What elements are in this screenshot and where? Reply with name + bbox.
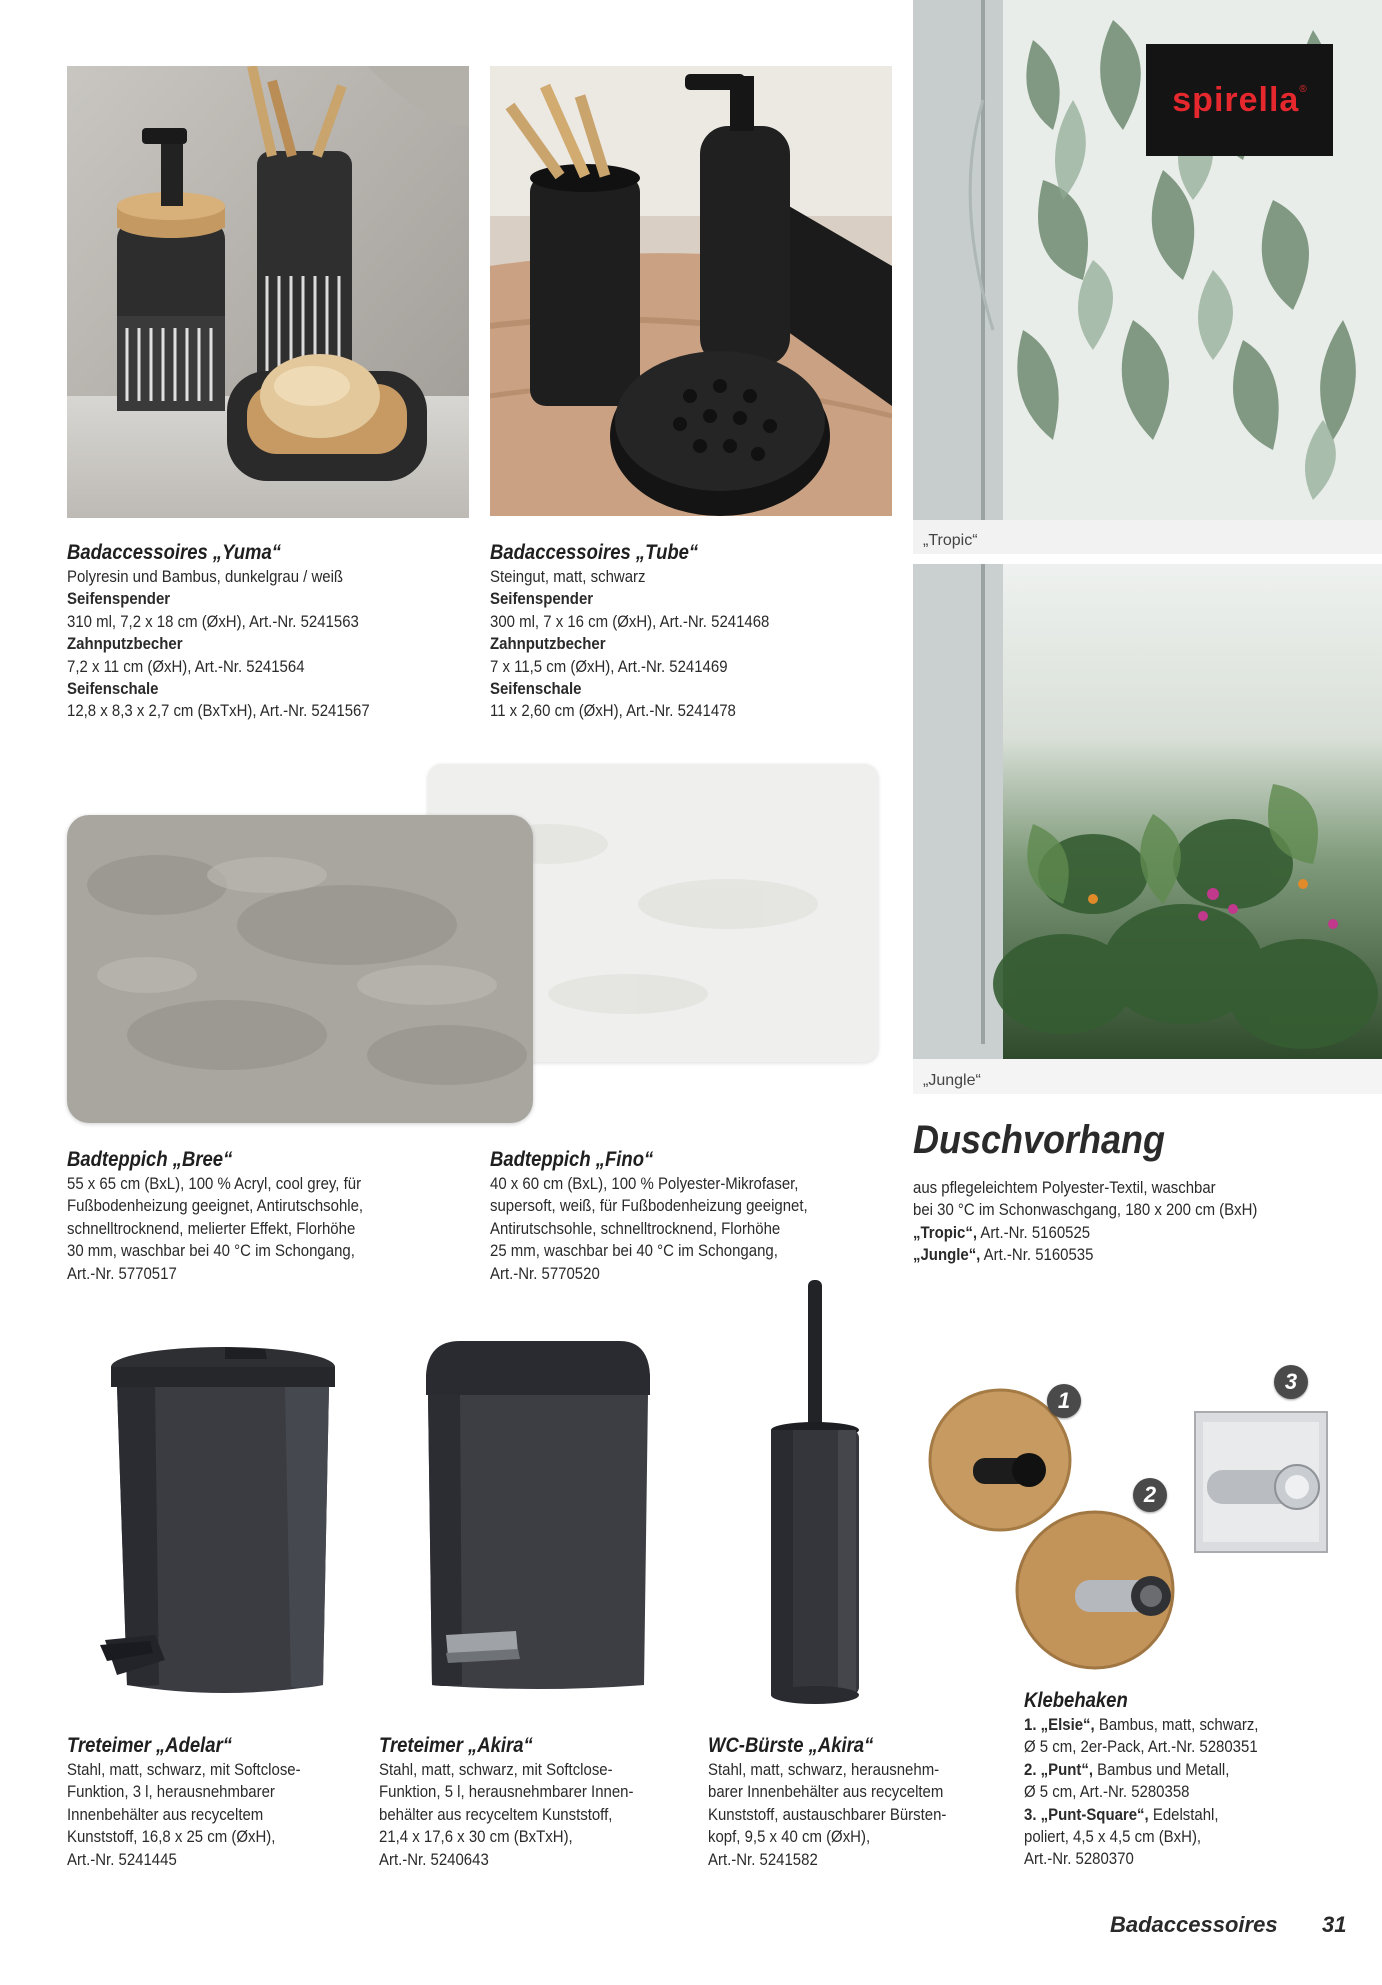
product-line: barer Innenbehälter aus recyceltem: [708, 1782, 944, 1802]
product-akira-brush: [708, 1733, 946, 1871]
product-line: schnelltrocknend, melierter Effekt, Florhöhe: [67, 1218, 356, 1238]
bree-texture: [67, 815, 533, 1123]
product-line: 21,4 x 17,6 x 30 cm (BxTxH),: [379, 1827, 573, 1847]
yuma-photo: [67, 66, 469, 518]
product-line: Art.-Nr. 5240643: [379, 1849, 489, 1869]
hook-marker-1: 1: [1047, 1384, 1081, 1418]
hook-entry-detail: Bambus, matt, schwarz,: [1094, 1715, 1259, 1734]
product-line: Kunststoff, austauschbarer Bürsten-: [708, 1804, 947, 1824]
product-line: Stahl, matt, schwarz, herausnehm-: [708, 1760, 940, 1779]
hook-marker-3: 3: [1274, 1365, 1308, 1399]
product-duschvorhang: [913, 1177, 1257, 1267]
product-line: aus pflegeleichtem Polyester-Textil, waschbar: [913, 1178, 1216, 1197]
product-item-detail: 7,2 x 11 cm (ØxH), Art.-Nr. 5241564: [67, 656, 305, 676]
product-line: Art.-Nr. 5770520: [490, 1263, 600, 1283]
jungle-caption: „Jungle“: [923, 1072, 981, 1089]
product-title: Klebehaken: [1024, 1689, 1128, 1712]
variant-line: [913, 1222, 1257, 1244]
akira-bin-illustration: [420, 1335, 655, 1695]
product-line: 25 mm, waschbar bei 40 °C im Schongang,: [490, 1241, 778, 1261]
variant-line: [913, 1244, 1257, 1266]
jungle-illustration: [913, 564, 1382, 1094]
product-tube: [490, 540, 769, 723]
jungle-curtain-photo: [913, 564, 1382, 1094]
product-line: Kunststoff, 16,8 x 25 cm (ØxH),: [67, 1827, 276, 1847]
product-title: Badaccessoires „Yuma“: [67, 541, 282, 564]
product-title: Badteppich „Bree“: [67, 1148, 233, 1171]
product-item-name: Seifenschale: [67, 679, 159, 699]
product-item-name: Seifenspender: [67, 589, 171, 609]
variant-detail: Art.-Nr. 5160535: [980, 1245, 1094, 1265]
product-item-detail: 7 x 11,5 cm (ØxH), Art.-Nr. 5241469: [490, 656, 728, 676]
product-line: kopf, 9,5 x 40 cm (ØxH),: [708, 1827, 871, 1847]
variant-name: „Jungle“,: [913, 1245, 981, 1265]
hook-entry-detail: Edelstahl,: [1148, 1804, 1219, 1824]
product-line: Funktion, 3 l, herausnehmbarer: [67, 1782, 275, 1802]
akira-bin-photo: [420, 1335, 655, 1695]
variant-name: „Tropic“,: [913, 1222, 978, 1242]
product-item-name: Seifenspender: [490, 589, 594, 609]
product-akira-bin: [379, 1733, 633, 1871]
hooks-photo: [925, 1380, 1355, 1670]
product-yuma: [67, 540, 370, 723]
hook-entry-name: 2. „Punt“,: [1024, 1759, 1093, 1779]
hook-marker-2: 2: [1133, 1478, 1167, 1512]
product-line: 55 x 65 cm (BxL), 100 % Acryl, cool grey, für: [67, 1174, 362, 1193]
product-line: Innenbehälter aus recyceltem: [67, 1804, 264, 1824]
product-item-detail: 12,8 x 8,3 x 2,7 cm (BxTxH), Art.-Nr. 5241567: [67, 701, 370, 721]
product-line: Funktion, 5 l, herausnehmbarer Innen-: [379, 1782, 634, 1802]
product-title: Treteimer „Adelar“: [67, 1734, 233, 1757]
brand-logo-registered: ®: [1299, 84, 1307, 95]
adelar-photo: [95, 1345, 345, 1705]
duschvorhang-title: Duschvorhang: [913, 1118, 1166, 1162]
product-item-detail: 11 x 2,60 cm (ØxH), Art.-Nr. 5241478: [490, 701, 736, 721]
product-title: WC-Bürste „Akira“: [708, 1734, 874, 1757]
product-line: Antirutschsohle, schnelltrocknend, Florhöhe: [490, 1218, 781, 1238]
product-title: Treteimer „Akira“: [379, 1734, 533, 1757]
brand-logo: [1146, 44, 1333, 156]
hook-entry-name: 3. „Punt-Square“,: [1024, 1804, 1149, 1824]
adelar-illustration: [95, 1345, 345, 1705]
hook-entry-detail: Bambus und Metall,: [1092, 1759, 1230, 1779]
product-material: Polyresin und Bambus, dunkelgrau / weiß: [67, 567, 344, 586]
product-klebehaken: [1024, 1688, 1258, 1871]
product-title: Badteppich „Fino“: [490, 1148, 654, 1171]
product-bree: [67, 1147, 363, 1285]
hooks-illustration: [925, 1380, 1355, 1670]
hook-entry: [1024, 1714, 1258, 1736]
hook-entry: [1024, 1804, 1258, 1826]
tube-photo: [490, 66, 892, 516]
hook-entry-more: Ø 5 cm, 2er-Pack, Art.-Nr. 5280351: [1024, 1737, 1258, 1757]
product-title: Badaccessoires „Tube“: [490, 541, 699, 564]
product-item-name: Zahnputzbecher: [490, 634, 606, 654]
yuma-illustration: [67, 66, 469, 518]
product-item-detail: 300 ml, 7 x 16 cm (ØxH), Art.-Nr. 5241468: [490, 611, 770, 631]
hook-entry: [1024, 1759, 1258, 1781]
product-line: supersoft, weiß, für Fußbodenheizung geeignet,: [490, 1196, 808, 1216]
product-line: Stahl, matt, schwarz, mit Softclose-: [67, 1760, 301, 1779]
product-line: bei 30 °C im Schonwaschgang, 180 x 200 cm (BxH): [913, 1200, 1258, 1220]
akira-brush-photo: [760, 1280, 870, 1710]
footer-section-label: Badaccessoires: [1110, 1912, 1278, 1937]
product-line: Fußbodenheizung geeignet, Antirutschsohle,: [67, 1196, 364, 1216]
tropic-curtain-photo: [913, 0, 1382, 554]
product-item-detail: 310 ml, 7,2 x 18 cm (ØxH), Art.-Nr. 5241563: [67, 611, 359, 631]
product-fino: [490, 1147, 808, 1285]
variant-detail: Art.-Nr. 5160525: [977, 1222, 1091, 1242]
product-line: Art.-Nr. 5241582: [708, 1849, 818, 1869]
hook-entry-name: 1. „Elsie“,: [1024, 1715, 1095, 1734]
product-item-name: Zahnputzbecher: [67, 634, 183, 654]
product-adelar: [67, 1733, 301, 1871]
product-line: Stahl, matt, schwarz, mit Softclose-: [379, 1760, 613, 1779]
product-line: 40 x 60 cm (BxL), 100 % Polyester-Mikrofaser,: [490, 1174, 799, 1193]
akira-brush-illustration: [760, 1280, 870, 1710]
product-line: Art.-Nr. 5770517: [67, 1263, 177, 1283]
hook-entry-more: poliert, 4,5 x 4,5 cm (BxH),: [1024, 1827, 1202, 1847]
hook-entry-more: Ø 5 cm, Art.-Nr. 5280358: [1024, 1782, 1190, 1802]
page-number: 31: [1322, 1912, 1347, 1937]
tube-illustration: [490, 66, 892, 516]
brand-logo-text: spirella: [1172, 80, 1300, 119]
product-item-name: Seifenschale: [490, 679, 582, 699]
hook-entry-more: Art.-Nr. 5280370: [1024, 1849, 1134, 1869]
tropic-caption: „Tropic“: [923, 532, 978, 549]
bree-mat-photo: [67, 815, 533, 1123]
product-line: Art.-Nr. 5241445: [67, 1849, 177, 1869]
product-line: 30 mm, waschbar bei 40 °C im Schongang,: [67, 1241, 355, 1261]
product-line: behälter aus recyceltem Kunststoff,: [379, 1804, 613, 1824]
product-material: Steingut, matt, schwarz: [490, 567, 646, 586]
